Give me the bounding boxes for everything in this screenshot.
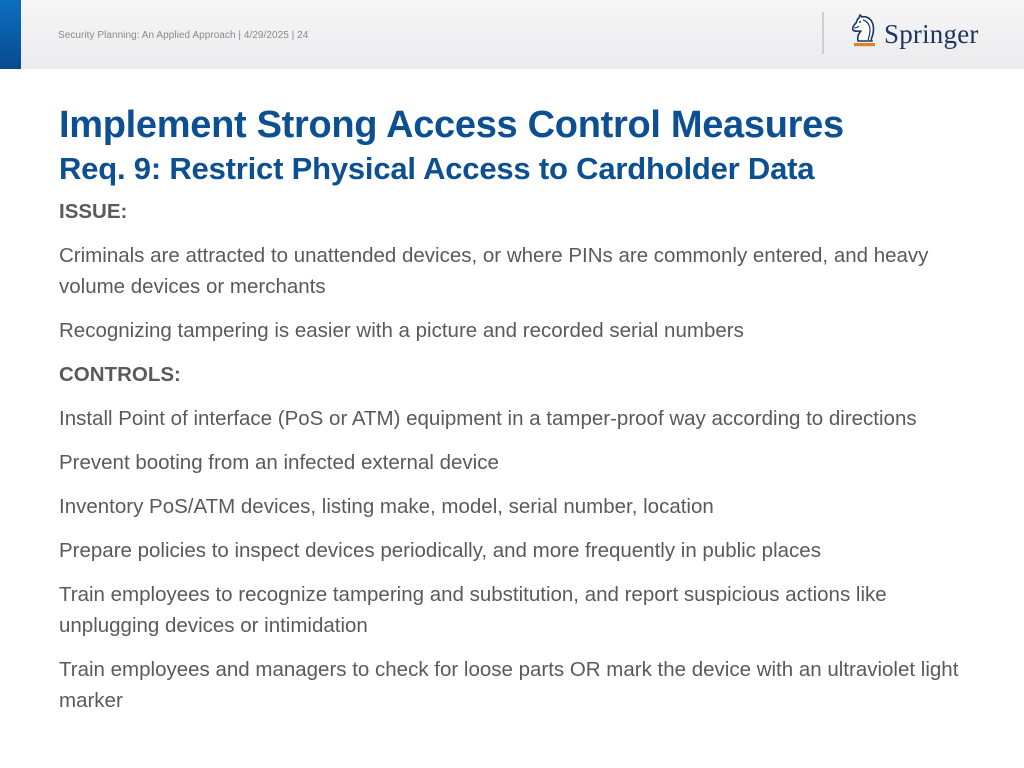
list-item: Inventory PoS/ATM devices, listing make, model, serial number, location [59,495,714,518]
header-band [0,0,1024,69]
list-item: Train employees and managers to check for loose parts OR mark the device with an ultraviolet light marker [59,658,959,712]
logo-divider [822,12,824,54]
section-label-controls: CONTROLS: [59,363,181,386]
springer-wordmark: Springer [884,18,979,49]
body-list [59,196,959,716]
accent-bar [0,0,21,69]
slide-subtitle: Req. 9: Restrict Physical Access to Cardholder Data [59,151,815,186]
slide-content [59,101,959,716]
list-item: Train employees to recognize tampering and substitution, and report suspicious actions like unplugging devices or intimidation [59,583,887,637]
slide-title: Implement Strong Access Control Measures [59,104,844,146]
springer-horse-icon [850,14,878,52]
list-item: Prepare policies to inspect devices periodically, and more frequently in public places [59,539,821,562]
springer-logo [850,13,979,53]
list-item: Prevent booting from an infected external device [59,451,499,474]
list-item: Criminals are attracted to unattended devices, or where PINs are commonly entered, and heavy volume devices or merchants [59,244,929,298]
list-item: Recognizing tampering is easier with a picture and recorded serial numbers [59,319,744,342]
section-label-issue: ISSUE: [59,200,128,223]
list-item: Install Point of interface (PoS or ATM) equipment in a tamper-proof way according to directions [59,407,917,430]
footer-text: Security Planning: An Applied Approach | 4/29/2025 | 24 [58,30,309,41]
